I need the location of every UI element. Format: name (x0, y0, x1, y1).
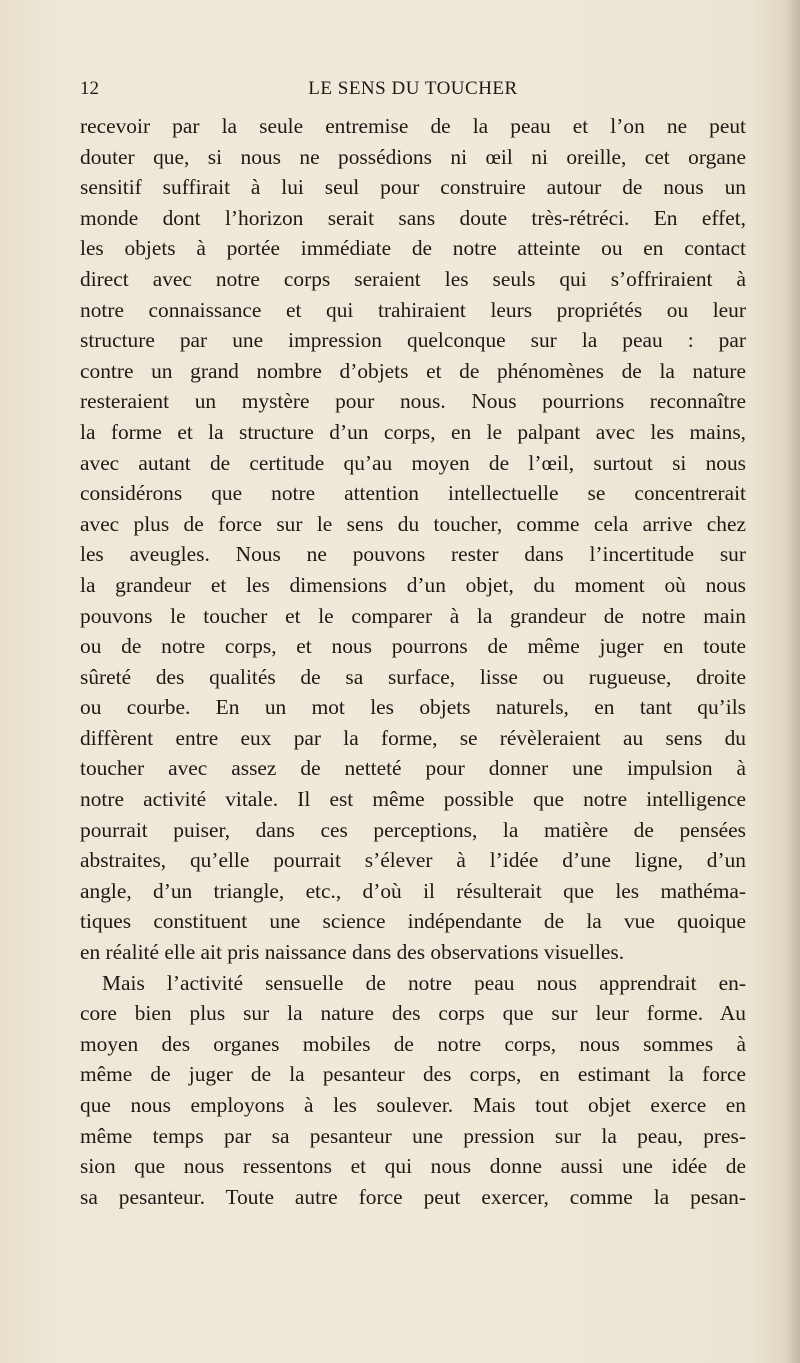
text-line: direct avec notre corps seraient les seuls qui s’offriraient à (80, 266, 746, 291)
text-line: ou courbe. En un mot les objets naturels, en tant qu’ils (80, 695, 746, 720)
text-line: considérons que notre attention intellectuelle se concentrerait (80, 481, 746, 506)
text-line: pouvons le toucher et le comparer à la grandeur de notre main (80, 603, 746, 628)
text-line: même de juger de la pesanteur des corps, en estimant la force (80, 1062, 746, 1087)
text-line: la grandeur et les dimensions d’un objet, du moment où nous (80, 572, 746, 597)
text-line: angle, d’un triangle, etc., d’où il résulterait que les mathéma- (80, 878, 746, 903)
text-line: recevoir par la seule entremise de la peau et l’on ne peut (80, 114, 746, 138)
text-line: pourrait puiser, dans ces perceptions, la matière de pensées (80, 817, 746, 842)
text-line: avec autant de certitude qu’au moyen de l’œil, surtout si nous (80, 450, 746, 475)
body-text (80, 111, 746, 1212)
text-line: notre activité vitale. Il est même possible que notre intelligence (80, 787, 746, 812)
text-line: en réalité elle ait pris naissance dans des observations visuelles. (80, 940, 625, 965)
text-line: ou de notre corps, et nous pourrons de même juger en toute (80, 634, 746, 659)
text-line: les objets à portée immédiate de notre atteinte ou en contact (80, 236, 746, 261)
text-line: tiques constituent une science indépendante de la vue quoique (80, 909, 746, 934)
text-line: les aveugles. Nous ne pouvons rester dans l’incertitude sur (80, 542, 746, 567)
text-line: toucher avec assez de netteté pour donner une impulsion à (80, 756, 746, 781)
text-line: core bien plus sur la nature des corps que sur leur forme. Au (80, 1001, 746, 1026)
page-number: 12 (80, 78, 99, 99)
page-edge-shadow (786, 0, 800, 1363)
text-line: que nous employons à les soulever. Mais tout objet exerce en (80, 1093, 746, 1117)
text-line: même temps par sa pesanteur une pression sur la peau, pres- (80, 1123, 746, 1148)
running-title: LE SENS DU TOUCHER (308, 78, 518, 99)
text-line: sa pesanteur. Toute autre force peut exercer, comme la pesan- (80, 1184, 746, 1209)
text-line: sion que nous ressentons et qui nous donne aussi une idée de (80, 1154, 746, 1179)
text-line: moyen des organes mobiles de notre corps, nous sommes à (80, 1031, 746, 1056)
text-line: douter que, si nous ne possédions ni œil ni oreille, cet organe (80, 144, 746, 169)
text-line: abstraites, qu’elle pourrait s’élever à l’idée d’une ligne, d’un (80, 848, 746, 873)
text-line: notre connaissance et qui trahiraient leurs propriétés ou leur (80, 297, 746, 322)
text-line: monde dont l’horizon serait sans doute très-rétréci. En effet, (80, 205, 746, 230)
text-line: sensitif suffirait à lui seul pour construire autour de nous un (80, 175, 746, 200)
text-line: avec plus de force sur le sens du toucher, comme cela arrive chez (80, 511, 746, 536)
paragraph-start-line: Mais l’activité sensuelle de notre peau nous apprendrait en- (102, 970, 746, 995)
page-header (80, 74, 746, 104)
text-line: resteraient un mystère pour nous. Nous pourrions reconnaître (80, 389, 746, 414)
text-line: sûreté des qualités de sa surface, lisse ou rugueuse, droite (80, 664, 746, 689)
text-line: contre un grand nombre d’objets et de phénomènes de la nature (80, 358, 746, 383)
text-line: la forme et la structure d’un corps, en le palpant avec les mains, (80, 419, 746, 444)
text-line: diffèrent entre eux par la forme, se révèleraient au sens du (80, 725, 746, 750)
text-line: structure par une impression quelconque sur la peau : par (80, 328, 746, 353)
